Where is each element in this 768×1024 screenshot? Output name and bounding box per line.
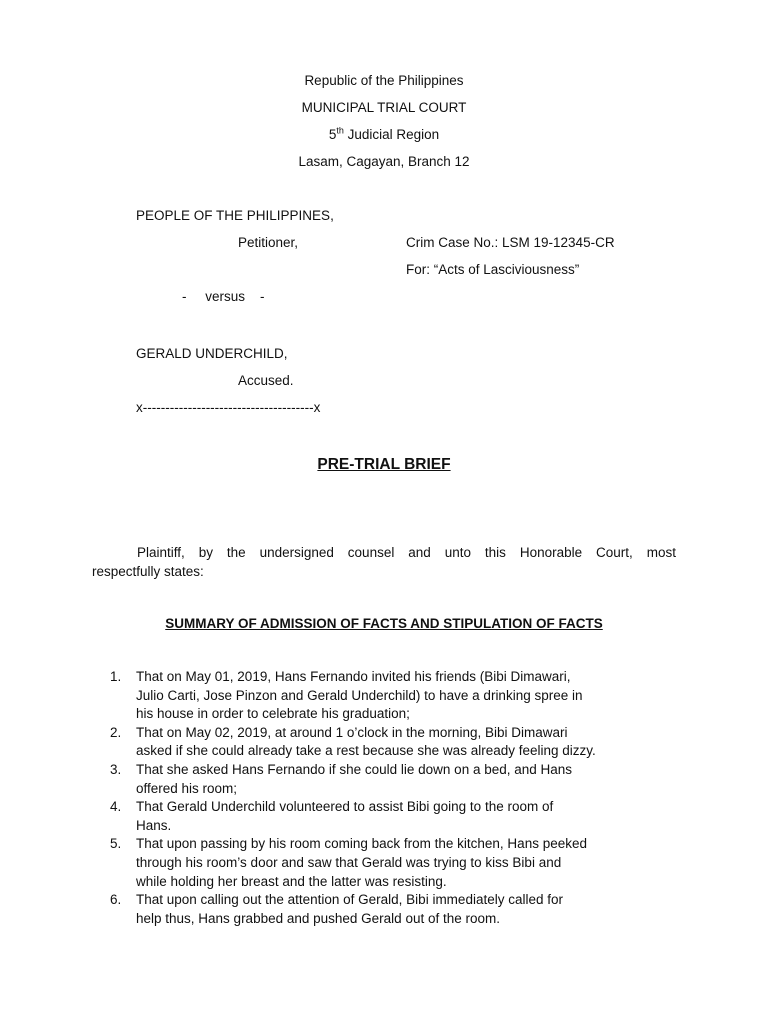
document-title: PRE-TRIAL BRIEF [317, 456, 451, 473]
fact-line: asked if she could already take a rest because she was already feeling dizzy. [136, 743, 596, 759]
section-heading: SUMMARY OF ADMISSION OF FACTS AND STIPULATION OF FACTS [165, 616, 603, 631]
intro-line-1-text: Plaintiff, by the undersigned counsel and unto this Honorable Court, most [137, 545, 676, 560]
intro-paragraph [92, 543, 676, 581]
fact-line: offered his room; [136, 780, 238, 796]
accused-role: Accused. [238, 373, 294, 388]
header-region-number: 5 [328, 127, 337, 142]
fact-item-3 [110, 761, 690, 798]
fact-line: That she asked Hans Fernando if she could lie down on a bed, and Hans [136, 761, 573, 777]
case-offense: For: “Acts of Lasciviousness” [406, 262, 580, 277]
intro-line-2: respectfully states: [92, 564, 204, 579]
caption-divider: x--------------------------------------x [136, 400, 321, 415]
fact-item-2 [110, 724, 690, 761]
fact-line: help thus, Hans grabbed and pushed Gerald out of the room. [136, 910, 500, 926]
fact-line: Julio Carti, Jose Pinzon and Gerald Underchild) to have a drinking spree in [136, 687, 583, 703]
fact-number: 4. [110, 799, 122, 815]
accused-name: GERALD UNDERCHILD, [136, 346, 288, 361]
fact-line: That upon passing by his room coming back from the kitchen, Hans peeked [136, 836, 587, 852]
fact-number: 2. [110, 724, 122, 740]
fact-line: Hans. [136, 817, 172, 833]
case-number: Crim Case No.: LSM 19-12345-CR [406, 235, 615, 250]
plaintiff-name: PEOPLE OF THE PHILIPPINES, [136, 208, 334, 223]
fact-item-1 [110, 668, 690, 724]
fact-item-6 [110, 891, 690, 928]
fact-item-5 [110, 835, 690, 891]
fact-line: through his room’s door and saw that Gerald was trying to kiss Bibi and [136, 854, 562, 870]
facts-list [110, 668, 690, 928]
header-court: MUNICIPAL TRIAL COURT [301, 100, 467, 115]
fact-line: That Gerald Underchild volunteered to assist Bibi going to the room of [136, 799, 554, 815]
header-republic: Republic of the Philippines [304, 73, 464, 88]
fact-line: That on May 02, 2019, at around 1 o’clock in the morning, Bibi Dimawari [136, 724, 568, 740]
plaintiff-role: Petitioner, [238, 235, 299, 250]
versus-label: - versus - [182, 289, 265, 304]
fact-item-4 [110, 798, 690, 835]
fact-number: 5. [110, 836, 122, 852]
header-region-label: Judicial Region [343, 127, 440, 142]
fact-line: his house in order to celebrate his graduation; [136, 706, 410, 722]
fact-number: 1. [110, 669, 122, 684]
header-region-suffix: th [336, 125, 344, 136]
fact-line: while holding her breast and the latter was resisting. [136, 873, 447, 889]
fact-line: That on May 01, 2019, Hans Fernando invited his friends (Bibi Dimawari, [136, 669, 571, 684]
fact-number: 3. [110, 761, 122, 777]
header-region [0, 127, 768, 142]
fact-number: 6. [110, 892, 122, 908]
intro-line-1 [92, 543, 676, 562]
fact-line: That upon calling out the attention of Gerald, Bibi immediately called for [136, 892, 563, 908]
header-branch: Lasam, Cagayan, Branch 12 [298, 154, 470, 169]
